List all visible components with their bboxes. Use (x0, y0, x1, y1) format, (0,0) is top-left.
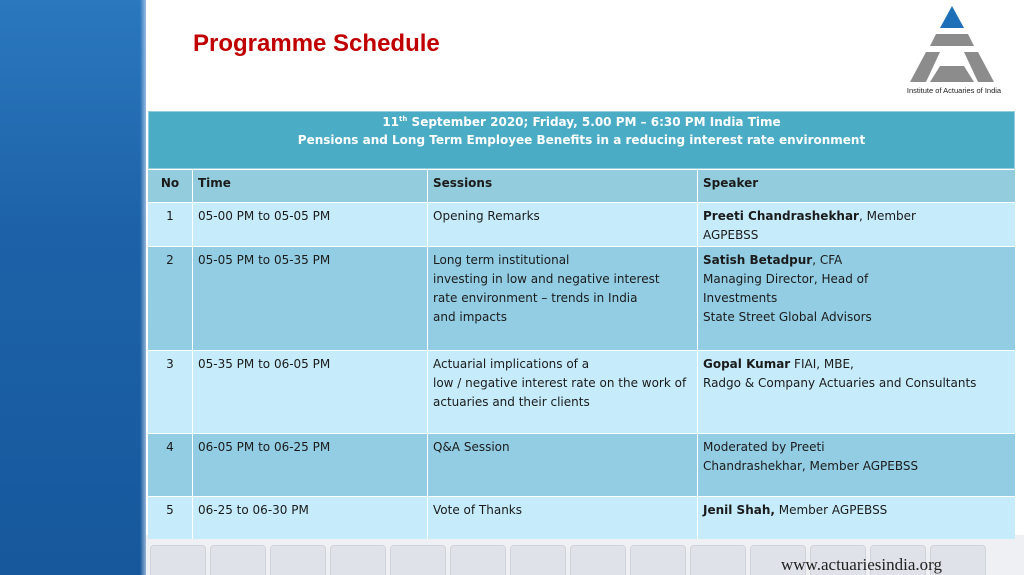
slide-title: Programme Schedule (193, 30, 440, 57)
row-speaker (698, 247, 1015, 350)
session-line: low / negative interest rate on the work of (433, 376, 687, 390)
session-line: Long term institutional (433, 253, 570, 267)
schedule-table (148, 111, 1015, 539)
session-line: Opening Remarks (433, 209, 540, 223)
speaker-line: State Street Global Advisors (703, 310, 872, 324)
date-rest: September 2020; Friday, 5.00 PM – 6:30 PM India Time (407, 115, 781, 129)
left-decorative-band (0, 0, 146, 575)
speaker-line: Radgo & Company Actuaries and Consultants (703, 376, 977, 390)
header-time: Time (193, 170, 428, 202)
table-row (148, 496, 1015, 539)
event-date-line (149, 112, 1014, 129)
speaker-line (703, 207, 1010, 226)
header-speaker: Speaker (703, 176, 759, 190)
row-speaker (698, 203, 1015, 246)
speaker-line (703, 501, 1010, 520)
row-no: 4 (148, 434, 193, 496)
row-time: 05-35 PM to 06-05 PM (193, 351, 428, 433)
table-row (148, 246, 1015, 350)
speaker-name: Satish Betadpur (703, 253, 813, 267)
row-no: 5 (148, 497, 193, 539)
speaker-detail: , Member (858, 209, 916, 223)
row-speaker (698, 434, 1015, 496)
speaker-name: Gopal Kumar (703, 357, 791, 371)
session-line: Actuarial implications of a (433, 357, 590, 371)
session-line: and impacts (433, 310, 507, 324)
event-subtitle: Pensions and Long Term Employee Benefits in a reducing interest rate environment (297, 133, 866, 147)
row-session (428, 351, 698, 433)
row-time: 05-00 PM to 05-05 PM (193, 203, 428, 246)
date-day: 11 (382, 115, 400, 129)
speaker-name: Jenil Shah, (703, 503, 775, 517)
table-row (148, 350, 1015, 433)
row-session (428, 497, 698, 539)
website-url: www.actuariesindia.org (781, 555, 942, 574)
session-line: actuaries and their clients (433, 395, 590, 409)
row-speaker (698, 351, 1015, 433)
row-speaker (698, 497, 1015, 539)
row-no: 3 (148, 351, 193, 433)
table-row (148, 202, 1015, 246)
row-time: 06-05 PM to 06-25 PM (193, 434, 428, 496)
row-time: 06-25 to 06-30 PM (193, 497, 428, 539)
speaker-line: Managing Director, Head of (703, 272, 869, 286)
table-row (148, 433, 1015, 496)
date-suffix: th (399, 115, 408, 123)
header-sessions: Sessions (428, 170, 698, 202)
header-no: No (148, 170, 193, 202)
speaker-detail: Member AGPEBSS (774, 503, 888, 517)
institute-logo-icon (900, 4, 1004, 98)
logo-caption: Institute of Actuaries of India (906, 86, 1002, 95)
session-line: Q&A Session (433, 440, 510, 454)
row-session (428, 434, 698, 496)
speaker-line: AGPEBSS (703, 228, 759, 242)
speaker-line: Moderated by Preeti (703, 440, 825, 454)
table-header-row (148, 169, 1015, 202)
session-line: investing in low and negative interest (433, 272, 660, 286)
session-line: Vote of Thanks (433, 503, 522, 517)
session-line: rate environment – trends in India (433, 291, 638, 305)
speaker-detail: FIAI, MBE, (790, 357, 854, 371)
row-session (428, 247, 698, 350)
row-no: 2 (148, 247, 193, 350)
speaker-line: Investments (703, 291, 778, 305)
schedule-banner (148, 111, 1015, 169)
speaker-detail: , CFA (812, 253, 843, 267)
row-time: 05-05 PM to 05-35 PM (193, 247, 428, 350)
row-session (428, 203, 698, 246)
row-no: 1 (148, 203, 193, 246)
speaker-line (703, 355, 1010, 374)
speaker-line: Chandrashekhar, Member AGPEBSS (703, 459, 919, 473)
speaker-name: Preeti Chandrashekhar (703, 209, 859, 223)
speaker-line (703, 251, 1010, 270)
